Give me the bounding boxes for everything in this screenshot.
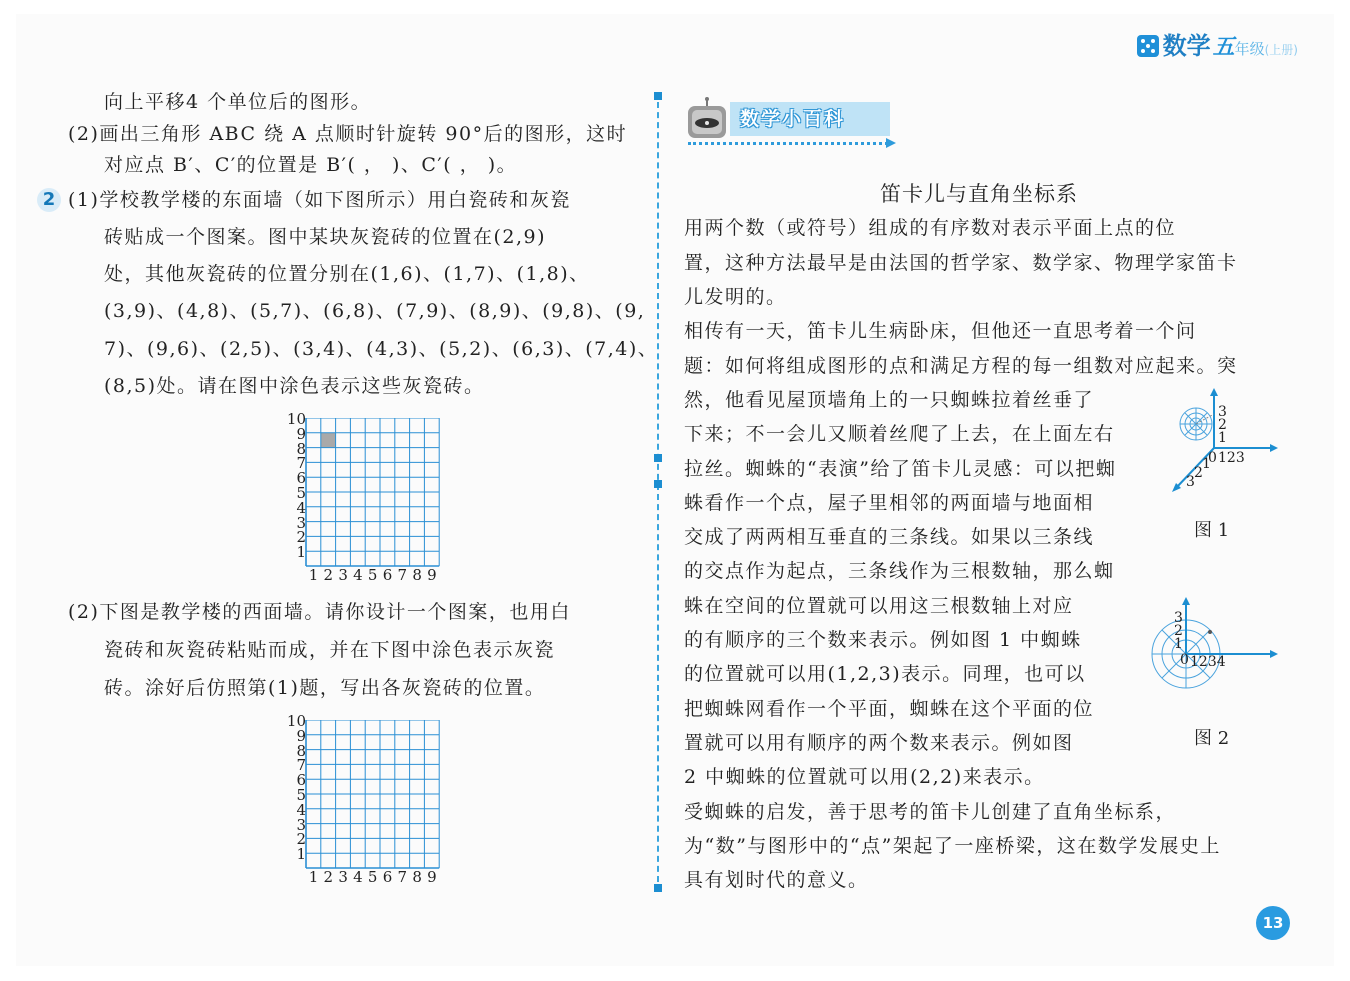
article-wrap-line-9: 的位置就可以用(1,2,3)表示。同理，也可以	[684, 663, 1086, 685]
figure-2-2d-axes	[1150, 596, 1280, 696]
q2-part1-line-3: 处，其他灰瓷砖的位置分别在(1,6)、(1,7)、(1,8)、	[104, 263, 590, 285]
grid2-x-label: 1	[308, 868, 319, 886]
fig1-y-tick: 2	[1194, 465, 1203, 481]
header-grade: 五	[1212, 35, 1235, 60]
figure-1-label: 图 1	[1194, 520, 1230, 541]
article-wrap-line-1: 然，他看见屋顶墙角上的一只蜘蛛拉着丝垂了	[684, 389, 1095, 411]
grid1-y-label: 10	[286, 410, 306, 428]
article-end-line-1: 受蜘蛛的启发，善于思考的笛卡儿创建了直角坐标系，	[684, 801, 1177, 823]
article-end-line-2: 为“数”与图形中的“点”架起了一座桥梁，这在数学发展史上	[684, 835, 1221, 857]
article-end-line-3: 具有划时代的意义。	[684, 869, 869, 891]
grid2-x-label: 4	[353, 868, 363, 886]
grid1-y-label: 4	[296, 498, 306, 517]
q2-part2-line-1: (2)下图是教学楼的西面墙。请你设计一个图案，也用白	[68, 601, 571, 623]
question-number-badge: 2	[37, 188, 61, 212]
article-wrap-line-12: 2 中蜘蛛的位置就可以用(2,2)来表示。	[684, 766, 1045, 788]
article-line-2: 置，这种方法最早是由法国的哲学家、数学家、物理学家笛卡	[684, 252, 1238, 274]
grid2-y-label: 10	[286, 712, 306, 730]
article-wrap-line-2: 下来；不一会儿又顺着丝爬了上去，在上面左右	[684, 423, 1115, 445]
figure-2-label: 图 2	[1194, 728, 1230, 749]
grid2-x-label: 3	[338, 868, 348, 886]
q2-part2-line-2: 瓷砖和灰瓷砖粘贴而成，并在下图中涂色表示灰瓷	[104, 639, 556, 661]
article-wrap-line-6: 的交点作为起点，三条线作为三根数轴，那么蜘	[684, 560, 1115, 582]
divider-marker	[654, 884, 662, 892]
article-wrap-line-10: 把蜘蛛网看作一个平面，蜘蛛在这个平面的位	[684, 698, 1095, 720]
left-line-3: 对应点 B′、C′的位置是 B′( ， )、C′( ， )。	[104, 154, 518, 176]
grid1-y-label: 1	[296, 543, 306, 562]
article-wrap-line-7: 蛛在空间的位置就可以用这三根数轴上对应	[684, 595, 1074, 617]
article-line-1: 用两个数（或符号）组成的有序数对表示平面上点的位	[684, 217, 1177, 239]
column-divider	[657, 92, 659, 892]
fig1-z-tick: 2	[1218, 417, 1227, 433]
grid1-y-label: 7	[296, 454, 306, 473]
divider-marker	[654, 480, 662, 488]
grid2-y-label: 2	[296, 830, 306, 849]
left-line-2: (2)画出三角形 ABC 绕 A 点顺时针旋转 90°后的图形，这时	[68, 123, 628, 145]
header-volume: (上册)	[1264, 43, 1298, 57]
grid2-x-label: 8	[412, 868, 422, 886]
grid2-y-label: 6	[296, 771, 306, 790]
grid2-x-label: 5	[367, 868, 378, 886]
fig1-y-tick: 3	[1186, 474, 1195, 490]
grid1-y-label: 3	[296, 513, 306, 532]
grid1-y-label: 6	[296, 469, 306, 488]
fig1-y-tick: 1	[1202, 456, 1211, 472]
grid1-y-label: 2	[296, 528, 306, 547]
header-subject: 数学	[1162, 32, 1211, 60]
grid1-y-label: 5	[296, 484, 306, 502]
grid2-y-label: 5	[296, 786, 306, 804]
grid1-x-label: 2	[323, 566, 334, 584]
q2-part1-line-2: 砖贴成一个图案。图中某块灰瓷砖的位置在(2,9)	[104, 226, 547, 248]
grid2-y-label: 8	[296, 741, 306, 760]
grid2-y-label: 9	[296, 726, 306, 745]
header-logo	[1137, 26, 1298, 60]
header-grade-suffix: 年级	[1234, 40, 1265, 58]
q2-part1-line-1: (1)学校教学楼的东面墙（如下图所示）用白瓷砖和灰瓷	[68, 189, 571, 211]
grid2-y-label: 3	[296, 815, 306, 834]
section-dotted-rule	[688, 142, 888, 145]
article-wrap-line-11: 置就可以用有顺序的两个数来表示。例如图	[684, 732, 1074, 754]
fig1-z-tick: 1	[1218, 430, 1227, 446]
grid2-x-label: 9	[427, 868, 437, 886]
fig2-x-ticks: 1234	[1190, 654, 1226, 670]
grid1-x-label: 4	[353, 566, 363, 584]
robot-mascot-icon	[686, 96, 732, 142]
fig2-y-tick: 3	[1174, 610, 1183, 626]
fig2-y-tick: 2	[1174, 623, 1183, 639]
grid1-cells[interactable]	[284, 418, 441, 568]
dice-icon	[1137, 35, 1159, 57]
arrow-right-icon	[886, 138, 896, 148]
grid1-x-label: 1	[308, 566, 319, 584]
grid2-x-label: 7	[397, 868, 408, 886]
article-wrap-line-5: 交成了两两相互垂直的三条线。如果以三条线	[684, 526, 1095, 548]
article-line-4: 相传有一天，笛卡儿生病卧床，但他还一直思考着一个问	[684, 320, 1197, 342]
grid2-x-label: 6	[382, 868, 393, 886]
article-line-5: 题：如何将组成图形的点和满足方程的每一组数对应起来。突	[684, 355, 1238, 377]
article-line-3: 儿发明的。	[684, 286, 787, 308]
divider-marker	[654, 92, 662, 100]
fig1-x-ticks: 123	[1218, 450, 1245, 466]
article-wrap-line-4: 蛛看作一个点，屋子里相邻的两面墙与地面相	[684, 492, 1095, 514]
q2-part2-line-3: 砖。涂好后仿照第(1)题，写出各灰瓷砖的位置。	[104, 677, 546, 699]
section-badge-label: 数学小百科	[730, 102, 890, 136]
grid1-x-label: 8	[412, 566, 422, 584]
grid1-y-label: 9	[296, 424, 306, 443]
article-wrap-line-8: 的有顺序的三个数来表示。例如图 1 中蜘蛛	[684, 629, 1082, 651]
article-title: 笛卡儿与直角坐标系	[880, 182, 1078, 206]
left-line-1: 向上平移4 个单位后的图形。	[104, 91, 372, 113]
grid1-x-label: 6	[382, 566, 393, 584]
q2-part1-line-5: 7)、(9,6)、(2,5)、(3,4)、(4,3)、(5,2)、(6,3)、(7,4)、	[104, 338, 659, 360]
spider-point	[1208, 630, 1212, 634]
grid1-x-label: 3	[338, 566, 348, 584]
fig1-z-tick: 3	[1218, 404, 1227, 420]
grid2-y-label: 4	[296, 800, 306, 819]
fig2-origin: 0	[1180, 652, 1189, 668]
grid1-x-label: 5	[367, 566, 378, 584]
grid2-x-label: 2	[323, 868, 334, 886]
grid1-x-label: 7	[397, 566, 408, 584]
q2-part1-line-4: (3,9)、(4,8)、(5,7)、(6,8)、(7,9)、(8,9)、(9,8)、(9,	[104, 300, 646, 322]
grid1-shaded-cell	[321, 433, 336, 448]
grid1-x-label: 9	[427, 566, 437, 584]
grid2-cells[interactable]	[284, 720, 441, 870]
page-number: 13	[1256, 906, 1290, 940]
grid2-y-label: 7	[296, 756, 306, 775]
grid1-y-label: 8	[296, 439, 306, 458]
article-wrap-line-3: 拉丝。蜘蛛的“表演”给了笛卡儿灵感：可以把蜘	[684, 458, 1117, 480]
fig2-y-tick: 1	[1174, 636, 1183, 652]
fig1-origin: 0	[1208, 450, 1217, 466]
grid2-y-label: 1	[296, 845, 306, 864]
divider-marker	[654, 454, 662, 462]
q2-part1-line-6: (8,5)处。请在图中涂色表示这些灰瓷砖。	[104, 375, 485, 397]
figure-1-3d-axes	[1168, 388, 1278, 498]
